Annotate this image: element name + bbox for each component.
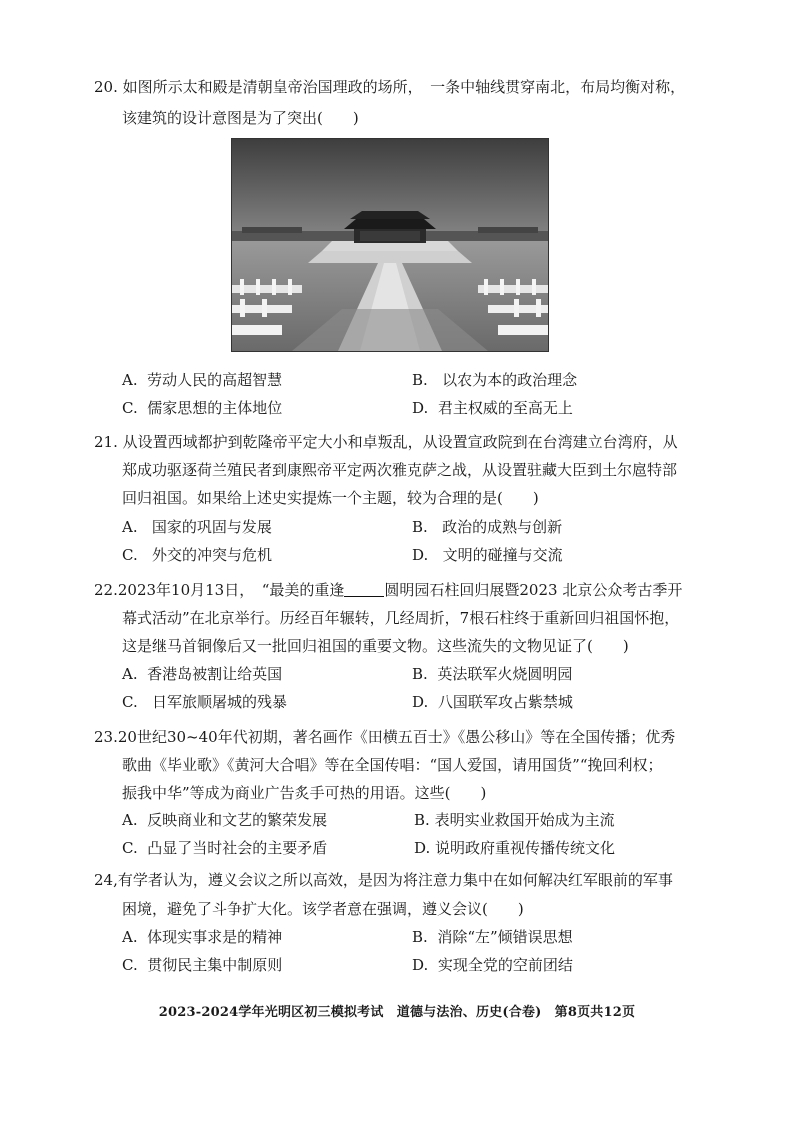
q24-option-d[interactable] xyxy=(412,955,573,975)
q24-option-a[interactable] xyxy=(122,927,282,947)
q23-option-d-letter: D. xyxy=(414,839,431,857)
q21-option-b[interactable] xyxy=(412,517,562,537)
q20-line1 xyxy=(94,77,685,97)
q24-option-d-letter: D. xyxy=(412,956,429,974)
taihe-hall-photo xyxy=(231,138,549,352)
q24-number: 24, xyxy=(94,871,118,889)
q22-option-c-text: 日军旅顺屠城的残暴 xyxy=(152,693,288,711)
q21-option-b-text: 政治的成熟与创新 xyxy=(442,518,563,536)
q20-option-d-text: 君主权威的至高无上 xyxy=(437,399,573,417)
q21-option-d-letter: D. xyxy=(412,546,429,564)
q22-stem-b: 圆明园石柱回归展暨2023 北京公众考古季开 xyxy=(384,581,683,599)
q21-option-c[interactable] xyxy=(122,545,272,565)
q20-option-d[interactable] xyxy=(412,398,573,418)
q20-option-c[interactable] xyxy=(122,398,282,418)
q24-option-b-text: 消除“左”倾错误思想 xyxy=(437,928,573,946)
q23-option-d[interactable] xyxy=(414,838,615,858)
page-footer: 2023-2024学年光明区初三模拟考试 道德与法治、历史(合卷) 第8页共12页 xyxy=(158,1005,636,1020)
q22-option-d-text: 八国联军攻占紫禁城 xyxy=(437,693,573,711)
q23-option-c[interactable] xyxy=(122,838,327,858)
q22-option-a-letter: A. xyxy=(122,665,138,683)
q20-number: 20. xyxy=(94,78,118,96)
q20-option-d-letter: D. xyxy=(412,399,429,417)
q21-option-d-text: 文明的碰撞与交流 xyxy=(442,546,563,564)
q22-stem-a: 2023年10月13日， “最美的重逢 xyxy=(117,581,345,599)
q24-option-c[interactable] xyxy=(122,955,282,975)
q23-stem: 20世纪30~40年代初期，著名画作《田横五百士》《愚公移山》等在全国传播；优秀 xyxy=(117,728,676,746)
q21-option-d[interactable] xyxy=(412,545,563,565)
q24-option-a-text: 体现实事求是的精神 xyxy=(147,928,283,946)
q22-option-b[interactable] xyxy=(412,664,572,684)
q21-line3: 回归祖国。如果给上述史实提炼一个主题，较为合理的是( ) xyxy=(122,489,539,507)
q24-option-b[interactable] xyxy=(412,927,573,947)
q24-option-c-text: 贯彻民主集中制原则 xyxy=(147,956,283,974)
q22-number: 22. xyxy=(94,581,118,599)
q24-option-b-letter: B. xyxy=(412,928,428,946)
q24-line1 xyxy=(94,870,673,890)
q23-line3: 振我中华”等成为商业广告炙手可热的用语。这些( ) xyxy=(122,784,487,802)
q20-option-b[interactable] xyxy=(412,370,577,390)
q21-option-a-text: 国家的巩固与发展 xyxy=(151,518,272,536)
q23-option-a-text: 反映商业和文艺的繁荣发展 xyxy=(147,811,328,829)
q22-option-b-text: 英法联军火烧圆明园 xyxy=(437,665,573,683)
q23-option-d-text: 说明政府重视传播传统文化 xyxy=(435,839,616,857)
q20-option-a-text: 劳动人民的高超智慧 xyxy=(147,371,283,389)
q23-number: 23. xyxy=(94,728,118,746)
q24-option-d-text: 实现全党的空前团结 xyxy=(437,956,573,974)
q22-option-c-letter: C. xyxy=(122,693,138,711)
q21-number: 21. xyxy=(94,433,118,451)
q23-option-c-text: 凸显了当时社会的主要矛盾 xyxy=(147,839,328,857)
q22-option-d[interactable] xyxy=(412,692,573,712)
taihe-hall-image xyxy=(232,139,548,351)
q21-option-a[interactable] xyxy=(122,517,272,537)
q20-option-c-letter: C. xyxy=(122,399,138,417)
q23-line1 xyxy=(94,727,675,747)
q23-option-b[interactable] xyxy=(414,810,615,830)
q20-option-c-text: 儒家思想的主体地位 xyxy=(147,399,283,417)
q23-option-b-letter: B. xyxy=(414,811,430,829)
q23-option-a[interactable] xyxy=(122,810,327,830)
q21-line1 xyxy=(94,432,678,452)
q21-option-b-letter: B. xyxy=(412,518,428,536)
q21-option-c-letter: C. xyxy=(122,546,138,564)
q21-option-a-letter: A. xyxy=(122,518,138,536)
q22-line2: 幕式活动”在北京举行。历经百年辗转，几经周折，7根石柱终于重新回归祖国怀抱， xyxy=(122,609,680,627)
q21-line2: 郑成功驱逐荷兰殖民者到康熙帝平定两次雅克萨之战，从设置驻藏大臣到土尔扈特部 xyxy=(122,461,678,479)
q20-option-a[interactable] xyxy=(122,370,282,390)
q20-option-b-text: 以农为本的政治理念 xyxy=(442,371,578,389)
q21-option-c-text: 外交的冲突与危机 xyxy=(152,546,273,564)
q22-option-a[interactable] xyxy=(122,664,282,684)
q21-stem: 从设置西域都护到乾隆帝平定大小和卓叛乱，从设置宣政院到在台湾建立台湾府，从 xyxy=(122,433,678,451)
q23-line2: 歌曲《毕业歌》《黄河大合唱》等在全国传唱：“国人爱国，请用国货”“挽回利权； xyxy=(122,756,663,774)
q22-option-b-letter: B. xyxy=(412,665,428,683)
q23-option-c-letter: C. xyxy=(122,839,138,857)
q22-option-a-text: 香港岛被割让给英国 xyxy=(147,665,283,683)
q24-line2: 困境，避免了斗争扩大化。该学者意在强调，遵义会议( ) xyxy=(122,900,524,918)
q20-stem: 如图所示太和殿是清朝皇帝治国理政的场所， 一条中轴线贯穿南北，布局均衡对称， xyxy=(122,78,686,96)
q23-option-b-text: 表明实业救国开始成为主流 xyxy=(434,811,615,829)
q24-stem: 有学者认为，遵义会议之所以高效，是因为将注意力集中在如何解决红军眼前的军事 xyxy=(117,871,673,889)
fill-blank[interactable] xyxy=(344,582,384,597)
q22-line3: 这是继马首铜像后又一批回归祖国的重要文物。这些流失的文物见证了( ) xyxy=(122,637,629,655)
q20-option-b-letter: B. xyxy=(412,371,428,389)
q24-option-c-letter: C. xyxy=(122,956,138,974)
q20-option-a-letter: A. xyxy=(122,371,138,389)
q22-option-c[interactable] xyxy=(122,692,287,712)
q23-option-a-letter: A. xyxy=(122,811,138,829)
q22-line1 xyxy=(94,580,682,600)
q20-line2: 该建筑的设计意图是为了突出( ) xyxy=(122,109,359,127)
q22-option-d-letter: D. xyxy=(412,693,429,711)
q24-option-a-letter: A. xyxy=(122,928,138,946)
